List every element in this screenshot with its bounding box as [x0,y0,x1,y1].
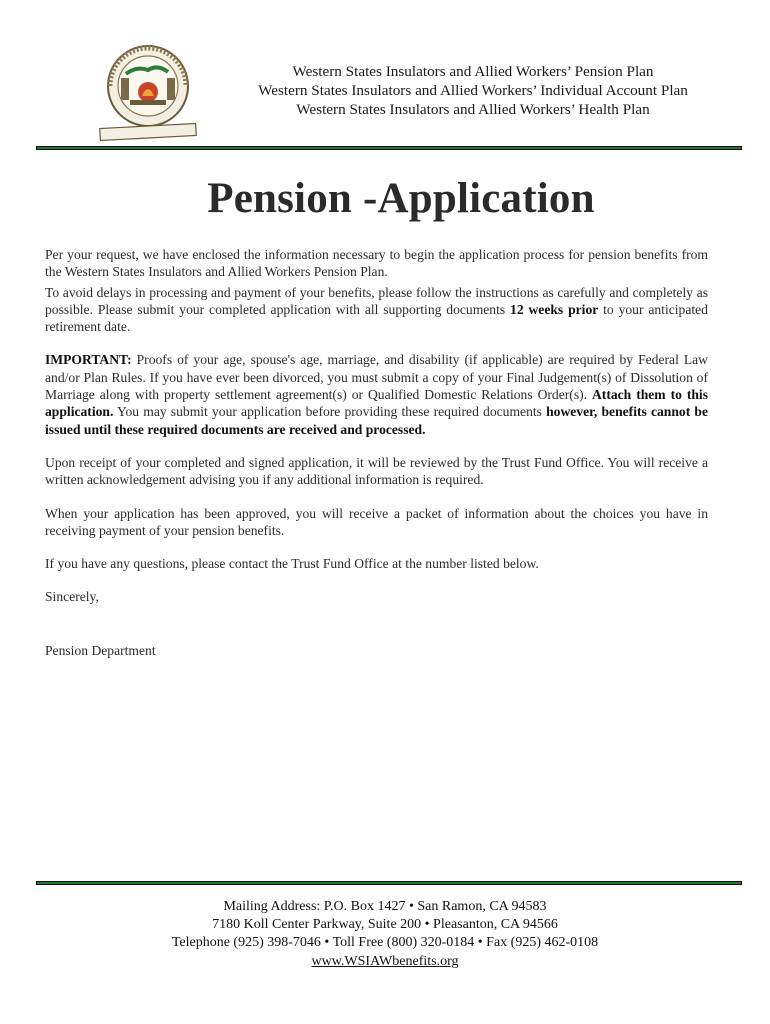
street-address: 7180 Koll Center Parkway, Suite 200 • Pleasanton, CA 94566 [212,917,558,933]
website-link[interactable]: www.WSIAWbenefits.org [311,953,459,969]
signature: Pension Department [45,642,156,658]
instructions-paragraph: To avoid delays in processing and payment of your benefits, please follow the instructions as carefully and completely as possible. Please submit your completed application with all supporting documents 12 weeks prior to your anticipated retirement date. [45,284,708,335]
plan-health: Western States Insulators and Allied Workers’ Health Plan [296,101,650,118]
footer-contact [0,898,770,971]
union-seal-icon [96,42,200,142]
footer-divider [36,881,742,885]
union-logo [96,42,200,142]
plan-names [228,62,718,119]
approval-paragraph: When your application has been approved, you will receive a packet of information about the choices you have in receiving payment of your pension benefits. [45,505,708,538]
letter-body [45,246,708,659]
page-title: Pension -Application [207,175,595,222]
important-paragraph: IMPORTANT: Proofs of your age, spouse's age, marriage, and disability (if applicable) are required by Federal Law and/or Plan Rules. If you have ever been divorced, you must submit a copy of your Final Judgement(s) of Dissolution of Marriage along with property settlement agreement(s) or Qualified Domestic Relations Order(s). Attach them to this application. You may submit your application before providing these required documents however, benefits cannot be issued until these required documents are received and processed. [45,352,708,437]
mailing-address: Mailing Address: P.O. Box 1427 • San Ramon, CA 94583 [223,899,547,914]
header-divider [36,146,742,150]
questions-paragraph: If you have any questions, please contact the Trust Fund Office at the number listed below. [45,556,539,572]
plan-individual-account: Western States Insulators and Allied Workers’ Individual Account Plan [258,82,688,99]
review-paragraph: Upon receipt of your completed and signed application, it will be reviewed by the Trust Fund Office. You will receive a written acknowledgement advising you if any additional information is required. [45,454,708,488]
closing: Sincerely, [45,589,99,605]
intro-paragraph: Per your request, we have enclosed the information necessary to begin the application process for pension benefits from the Western States Insulators and Allied Workers Pension Plan. [45,247,708,280]
phone-numbers: Telephone (925) 398-7046 • Toll Free (800) 320-0184 • Fax (925) 462-0108 [171,935,599,951]
plan-pension: Western States Insulators and Allied Workers’ Pension Plan [292,63,654,80]
